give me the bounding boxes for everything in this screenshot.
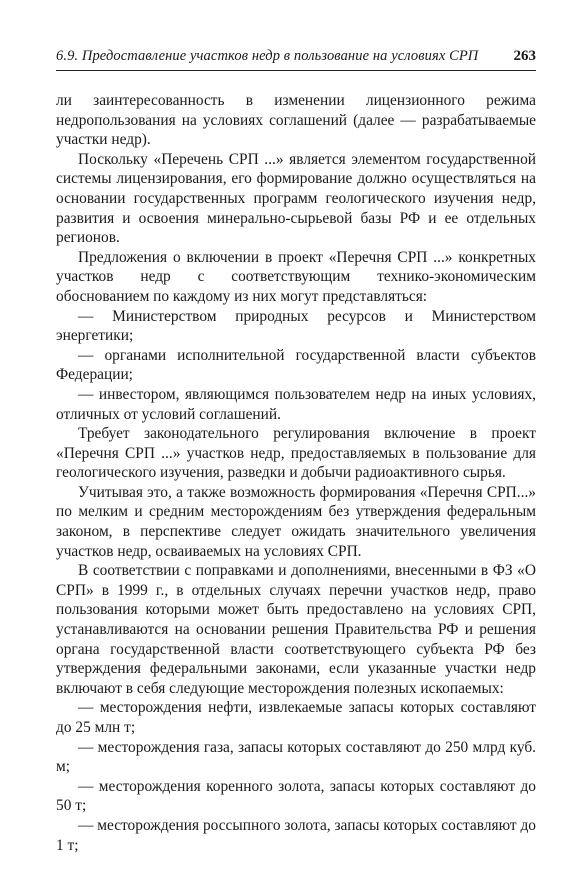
- list-item: — инвестором, являющимся пользователем недр на иных условиях, отличных от условий соглашений.: [56, 385, 536, 423]
- page-number: 263: [513, 48, 536, 64]
- running-title: 6.9. Предоставление участков недр в пользование на условиях СРП: [56, 48, 479, 64]
- page-body: [56, 91, 536, 855]
- paragraph-continued: ли заинтересованность в изменении лицензионного режима недропользования на условиях соглашений (далее — разрабатываемые участки недр).: [56, 92, 536, 149]
- list-item: — органами исполнительной государственной власти субъектов Федерации;: [56, 346, 536, 384]
- list-item: — месторождения нефти, извлекаемые запасы которых составляют до 25 млн т;: [56, 699, 536, 736]
- page-header: [56, 46, 536, 71]
- paragraph: Требует законодательного регулирования включение в проект «Перечня СРП ...» участков недр, предоставляемых в пользование для геологического изучения, разведки и добычи радиоактивного сырья.: [56, 425, 536, 482]
- paragraph: Учитывая это, а также возможность формирования «Перечня СРП...» по мелким и средним месторождениям без утверждения федеральным законом, в перспективе следует ожидать значительного увеличения участков недр, осваиваемых на условиях СРП.: [56, 483, 536, 560]
- paragraph: Предложения о включении в проект «Перечня СРП ...» конкретных участков недр с соответствующим технико-экономическим обоснованием по каждому из них могут представляться:: [56, 248, 536, 305]
- paragraph: Поскольку «Перечень СРП ...» является элементом государственной системы лицензирования, его формирование должно осуществляться на основании государственных программ геологического изучения недр, развития и освоения минерально-сырьевой базы РФ и ее отдельных регионов.: [56, 150, 536, 247]
- list-item: — месторождения россыпного золота, запасы которых составляют до 1 т;: [56, 816, 536, 854]
- list-item: — месторождения газа, запасы которых составляют до 250 млрд куб. м;: [56, 738, 536, 776]
- paragraph: В соответствии с поправками и дополнениями, внесенными в ФЗ «О СРП» в 1999 г., в отдельных случаях перечни участков недр, право пользования которыми может быть предоставлено на условиях СРП, устанавливаются на основании решения Правительства РФ и решения органа государственной власти соответствующего субъекта РФ без утверждения федеральными законами, если указанные участки недр включают в себя следующие месторождения полезных ископаемых:: [56, 562, 536, 697]
- list-item: — Министерством природных ресурсов и Министерством энергетики;: [56, 307, 536, 345]
- list-item: — месторождения коренного золота, запасы которых составляют до 50 т;: [56, 777, 536, 815]
